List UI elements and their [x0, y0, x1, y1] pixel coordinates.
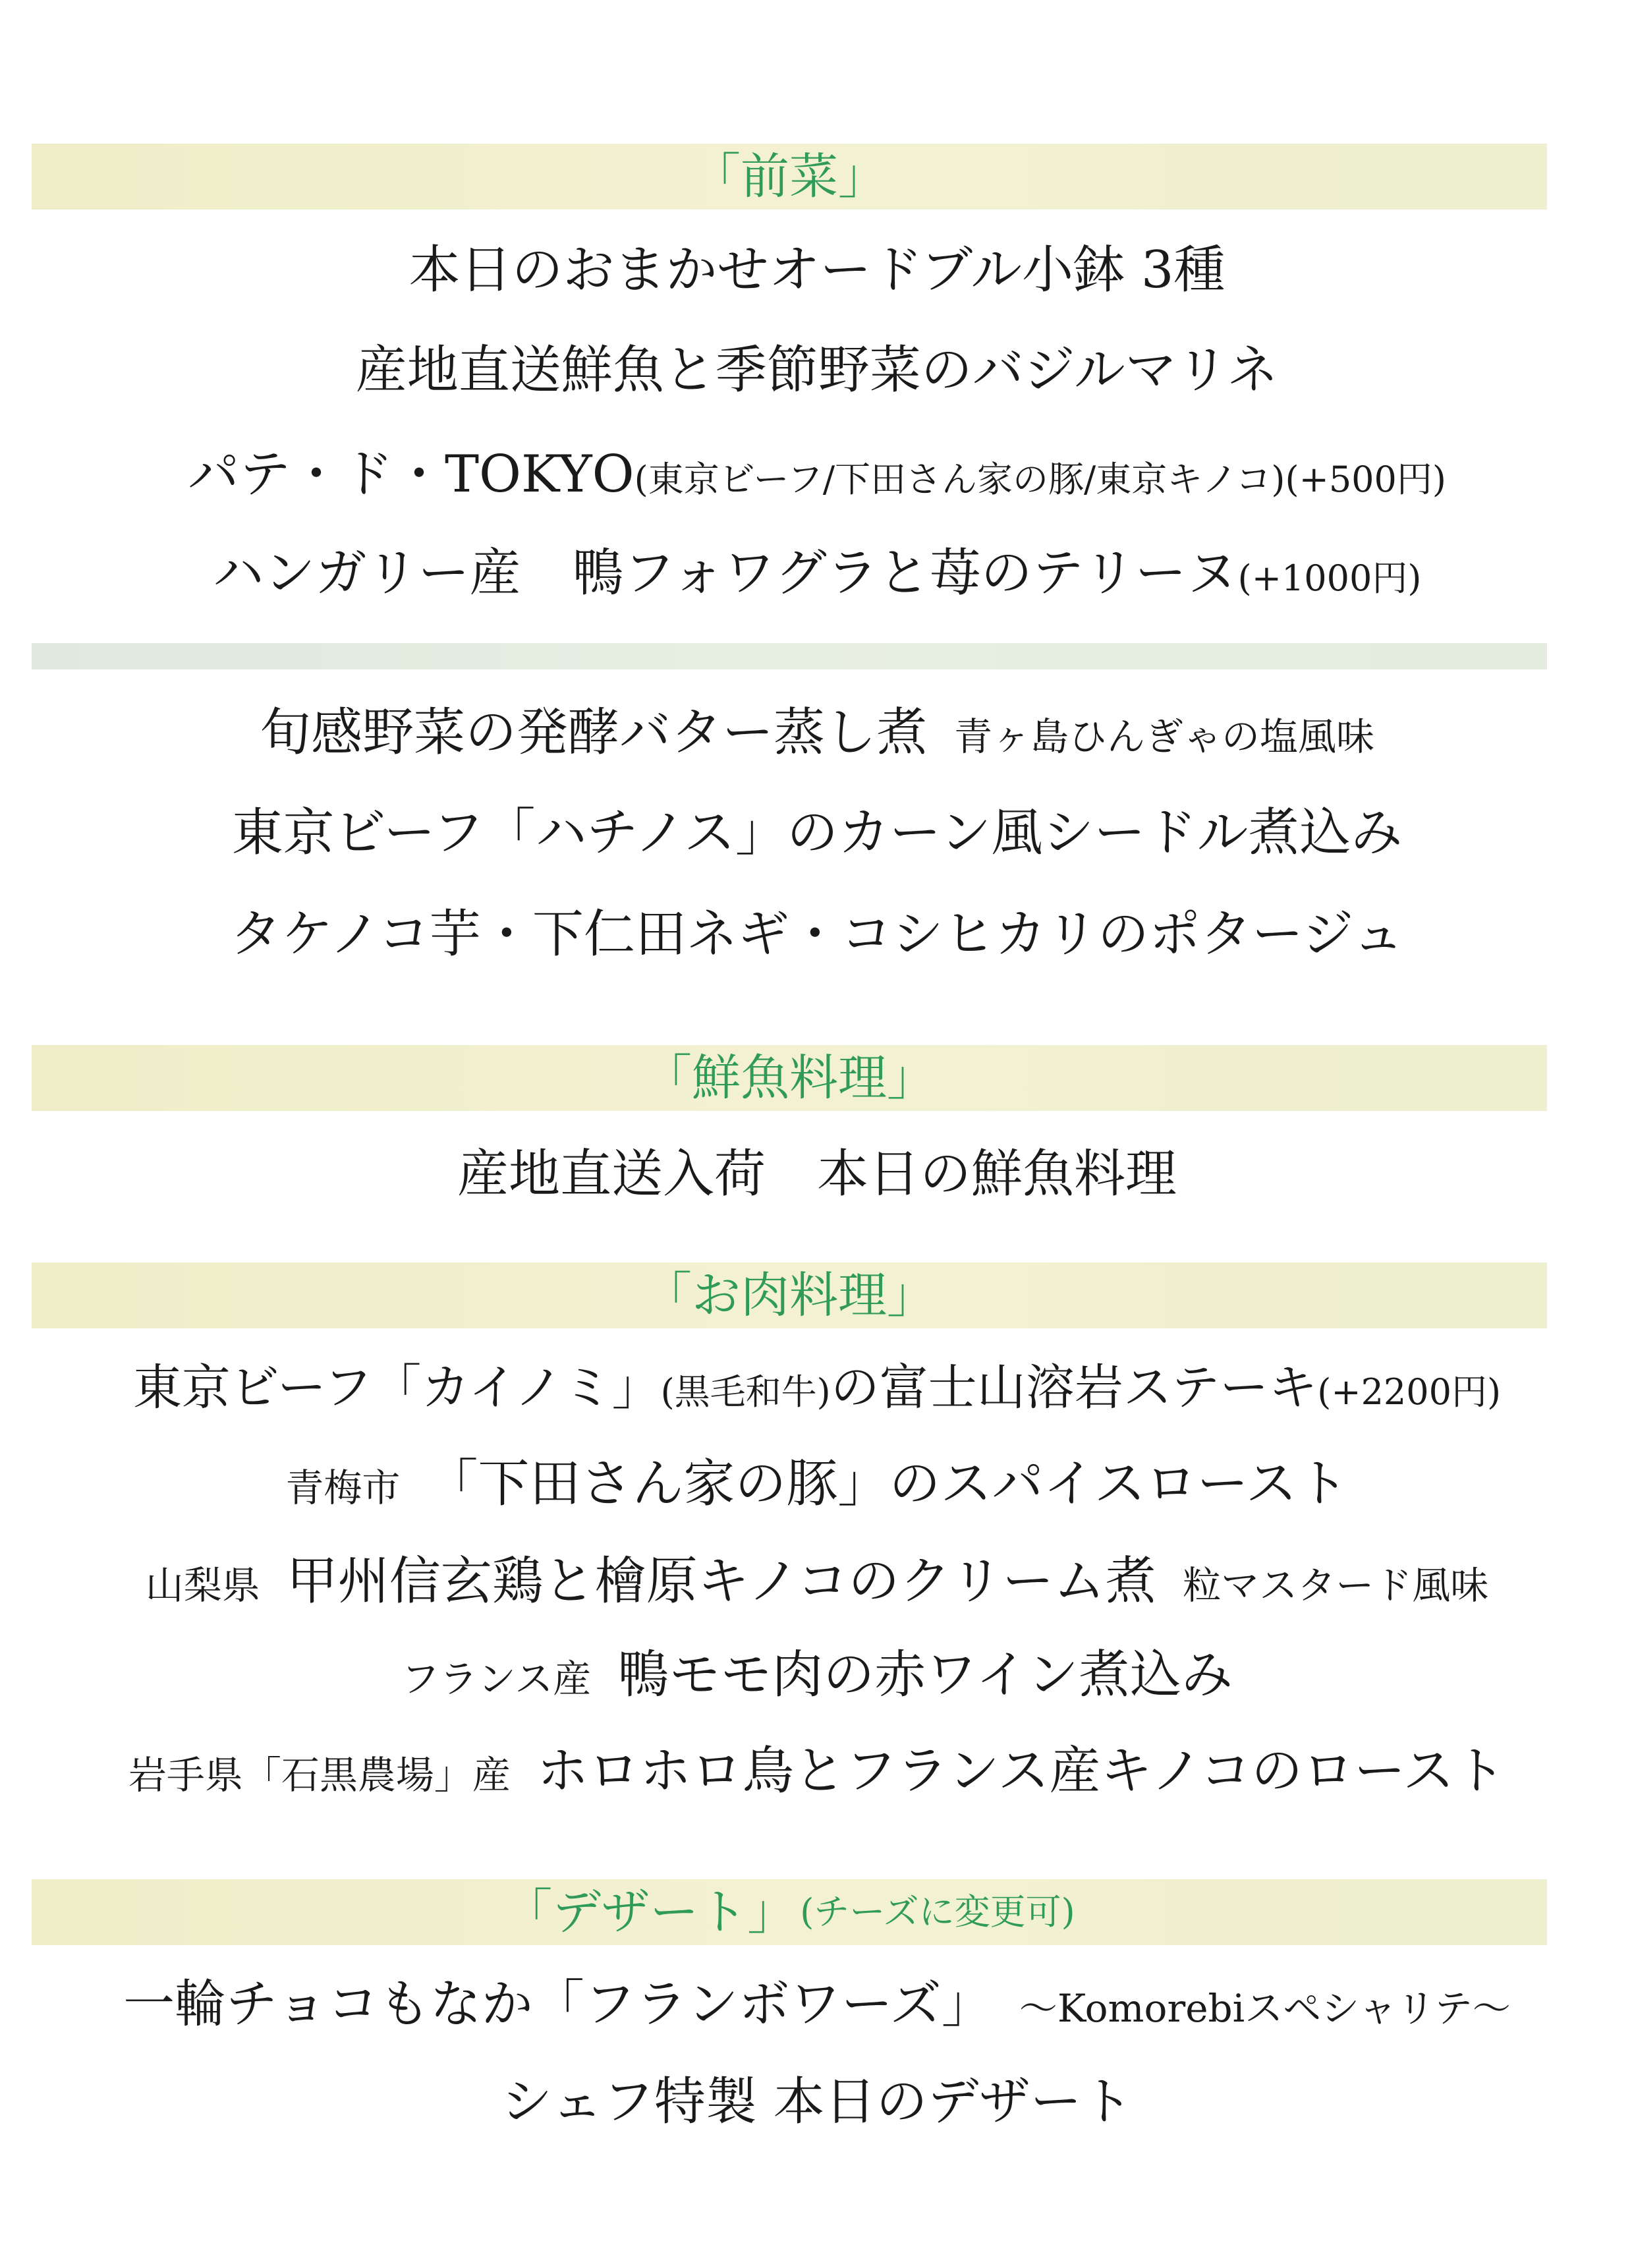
- appetizer-item-text: パテ・ド・TOKYO: [188, 445, 634, 504]
- meat-item-text: の富士山溶岩ステーキ: [830, 1359, 1318, 1416]
- meat-item: [0, 1744, 1634, 1800]
- dessert-item: [0, 1977, 1634, 2033]
- appetizer-item: [0, 343, 1634, 399]
- appetizer-item: [0, 546, 1634, 602]
- fish-item-text: 産地直送入荷 本日の鮮魚料理: [457, 1145, 1177, 1204]
- meat-item-origin: 山梨県: [145, 1563, 260, 1608]
- meat-item-origin: 青梅市: [285, 1465, 401, 1510]
- appetizer-item-note: (+1000円): [1237, 557, 1422, 599]
- middle-item-text: 旬感野菜の発酵バター蒸し煮: [259, 703, 928, 762]
- meat-heading: 「お肉料理」: [643, 1267, 936, 1324]
- middle-item: [0, 907, 1634, 963]
- appetizer-item-note: (東京ビーフ/下田さん家の豚/東京キノコ)(+500円): [634, 459, 1446, 500]
- meat-item-origin: 岩手県「石黒農場」産: [128, 1753, 511, 1798]
- meat-item-origin: フランス産: [401, 1657, 592, 1701]
- meat-item-price: (+2200円): [1317, 1371, 1502, 1413]
- meat-item-text: 鴨モモ肉の赤ワイン煮込み: [617, 1645, 1233, 1705]
- middle-item-text: タケノコ芋・下仁田ネギ・コシヒカリのポタージュ: [230, 905, 1404, 964]
- meat-item: [0, 1361, 1634, 1415]
- dessert-item: [0, 2074, 1634, 2131]
- fish-heading: 「鮮魚料理」: [643, 1050, 936, 1106]
- middle-item-text: 東京ビーフ「ハチノス」のカーン風シードル煮込み: [231, 803, 1403, 863]
- meat-item-text: 「下田さん家の豚」のスパイスロースト: [426, 1454, 1349, 1514]
- meat-heading-band: [32, 1262, 1547, 1328]
- dessert-heading: 「デザート」: [503, 1884, 797, 1941]
- section-divider: [32, 643, 1547, 669]
- fish-item: [0, 1147, 1634, 1203]
- appetizer-item-text: 産地直送鮮魚と季節野菜のバジルマリネ: [355, 341, 1279, 400]
- meat-item: [0, 1554, 1634, 1610]
- appetizer-item-text: ハンガリー産 鴨フォワグラと苺のテリーヌ: [212, 544, 1238, 603]
- appetizer-item: [0, 242, 1634, 299]
- meat-item: [0, 1456, 1634, 1513]
- appetizer-item-text: 本日のおまかせオードブル小鉢 3種: [408, 241, 1226, 300]
- dessert-item-text: シェフ特製 本日のデザート: [501, 2072, 1133, 2132]
- meat-item-note: (黒毛和牛): [660, 1371, 831, 1413]
- dessert-item-note: ～Komorebiスペシャリテ～: [1019, 1986, 1511, 2031]
- middle-item: [0, 705, 1634, 762]
- fish-heading-band: [32, 1045, 1547, 1111]
- appetizer-item: [0, 447, 1634, 503]
- meat-item-note: 粒マスタード風味: [1183, 1563, 1489, 1608]
- dessert-heading-band: [32, 1879, 1547, 1945]
- dessert-heading-note: (チーズに変更可): [800, 1891, 1075, 1933]
- meat-item-text: 甲州信玄鶏と檜原キノコのクリーム煮: [286, 1552, 1157, 1611]
- appetizers-heading: 「前菜」: [692, 148, 887, 205]
- appetizers-heading-band: [32, 144, 1547, 210]
- meat-item-text: ホロホロ鳥とフランス産キノコのロースト: [536, 1742, 1506, 1801]
- meat-item-text: 東京ビーフ「カイノミ」: [132, 1359, 661, 1416]
- middle-item: [0, 805, 1634, 862]
- middle-item-note: 青ヶ島ひんぎゃの塩風味: [954, 714, 1375, 759]
- dessert-item-text: 一輪チョコもなか「フランボワーズ」: [123, 1975, 993, 2034]
- meat-item: [0, 1647, 1634, 1704]
